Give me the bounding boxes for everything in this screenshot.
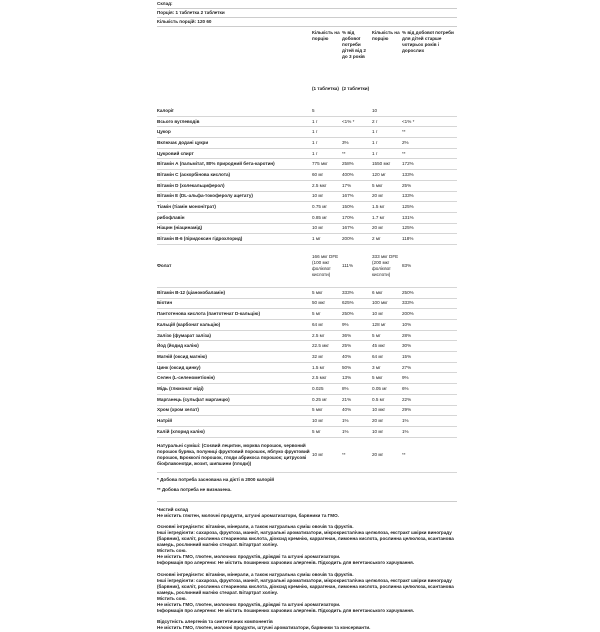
daily-value-cell: 36% — [342, 332, 352, 338]
amount-cell: 0.75 мг — [312, 204, 328, 210]
daily-value-cell: 131% — [402, 214, 414, 220]
amount-cell: 64 мг — [312, 321, 324, 327]
daily-value-cell: 30% — [402, 343, 412, 349]
daily-value-cell: 133% — [402, 193, 414, 199]
amount-cell: 10 мг — [372, 311, 384, 317]
amount-cell: 1.7 мг — [372, 214, 385, 220]
amount-cell: 120 мг — [372, 171, 386, 177]
nutrient-name: Пантотенова кислота (пантотенат D-кальцію) — [157, 311, 260, 317]
table-row — [157, 331, 457, 342]
table-row — [157, 138, 457, 149]
amount-cell: 20 мг — [372, 418, 384, 424]
nutrient-name: Біотин — [157, 300, 173, 306]
table-row — [157, 149, 457, 160]
nutrient-name: Вітамін А (пальмітат, 80% природний бета-каротин) — [157, 161, 275, 167]
col-header-dv-2: % від добової потреби для дітей старше чотирьох років і дорослих — [402, 30, 454, 53]
daily-value-cell: 10% — [402, 321, 412, 327]
daily-value-cell: ** — [402, 129, 406, 135]
paragraph-line: Не містить ГМО, глютен, молочні продукти, штучні ароматизатори, барвники та консерванти. — [157, 625, 371, 631]
paragraph-line: Інші інгредієнти: сахароза, фруктоза, манніт, натуральні ароматизатори, мікрокристалічна целюлоза, екстракт шкірки винограду (барвник), ксиліт, рослинна стеаринова кислота, діоксид кремнію, каррагенан, лимонна кислота, рослинна целюлоза, ксантанова камедь, рослинний магнію стеарат. Бітартрат холіну. — [157, 529, 454, 548]
description — [157, 507, 457, 632]
col-header-name — [157, 30, 312, 86]
daily-value-cell: 8% — [342, 385, 349, 391]
table-row — [157, 245, 457, 288]
description-paragraph — [157, 524, 457, 567]
daily-value-cell: <1% * — [342, 118, 355, 124]
table-row — [157, 192, 457, 203]
table-row — [157, 299, 457, 310]
daily-value-cell: 258% — [342, 161, 354, 167]
nutrient-name: Ніацин (ніацинамід) — [157, 225, 203, 231]
amount-cell: 22.5 мкг — [312, 343, 330, 349]
subheader-2: (2 таблетки) — [342, 86, 370, 91]
table-row — [157, 106, 457, 117]
daily-value-cell: 125% — [402, 204, 414, 210]
amount-cell: 128 мг — [372, 321, 386, 327]
daily-value-cell: 1% — [342, 418, 349, 424]
amount-cell: 32 мг — [312, 353, 324, 359]
amount-cell: 0.05 мг — [372, 385, 388, 391]
daily-value-cell: 250% — [342, 311, 354, 317]
daily-value-cell: ** — [342, 451, 346, 457]
nutrient-name: Вітамін D (холекальциферол) — [157, 182, 225, 188]
table-row — [157, 213, 457, 224]
daily-value-cell: ** — [402, 451, 406, 457]
subheader-0 — [157, 86, 312, 106]
paragraph-line: Інші інгредієнти: сахароза, фруктоза, манніт, натуральні ароматизатори, мікрокристалічна целюлоза, екстракт шкірки винограду (барвник), ксиліт, рослинна стеаринова кислота, діоксид кремнію, каррагенан, лимонна кислота, рослинна целюлоза, ксантанова камедь, рослинний магнію стеарат. Бітартрат холіну. — [157, 577, 454, 595]
daily-value-cell: 1% — [342, 428, 349, 434]
daily-value-cell: 167% — [342, 193, 354, 199]
nutrient-name: Магній (оксид магнію) — [157, 353, 207, 359]
nutrient-name: Натрій — [157, 418, 173, 424]
table-row — [157, 320, 457, 331]
nutrient-name: Всього вуглеводів — [157, 118, 200, 124]
daily-value-cell: ** — [342, 150, 346, 156]
daily-value-cell: 1% — [402, 428, 409, 434]
amount-cell: 1 г — [312, 150, 318, 156]
amount-cell: 5 мкг — [372, 182, 383, 188]
amount-cell: 5 мкг — [312, 289, 323, 295]
amount-cell: 0.025 — [312, 385, 324, 391]
amount-cell: 10 мг — [312, 193, 324, 199]
subheader-3 — [372, 86, 402, 106]
table-row — [157, 373, 457, 384]
paragraph-line: Не містить ГМО, глютен, молочних продуктів, дріжджі та штучні ароматизатори. — [157, 602, 341, 608]
amount-cell: 0.25 мг — [312, 396, 328, 402]
daily-value-cell: 28% — [402, 332, 412, 338]
table-row — [157, 159, 457, 170]
nutrient-name: Кальцій (карбонат кальцію) — [157, 321, 221, 327]
amount-cell: 50 мкг — [312, 300, 326, 306]
amount-cell: 1 г — [312, 129, 318, 135]
paragraph-line: Інформація про алергени: Не містить поширених харчових алергенів. Підходить для вегетанського харчування. — [157, 560, 415, 566]
daily-value-cell: 125% — [402, 225, 414, 231]
nutrient-name: Тіамін (тіамін мононітрат) — [157, 204, 216, 210]
amount-cell: 2.5 мкг — [312, 182, 327, 188]
table-row — [157, 341, 457, 352]
amount-cell: 10 мг — [312, 451, 324, 457]
divider — [157, 501, 457, 502]
amount-cell: 10 мг — [312, 225, 324, 231]
amount-cell: 2 мг — [372, 236, 381, 242]
table-row — [157, 288, 457, 299]
description-paragraph — [157, 619, 457, 631]
nutrient-name: Йод (йодид калію) — [157, 343, 199, 349]
paragraph-line: Містить сою. — [157, 595, 187, 601]
sub-headers — [157, 86, 457, 106]
daily-value-cell: ** — [402, 150, 406, 156]
supplement-facts — [157, 0, 457, 632]
footnote-not-established: ** Добова потреба не визначена. — [157, 486, 232, 492]
amount-cell: 5 — [312, 107, 315, 113]
amount-cell: 45 мкг — [372, 343, 386, 349]
amount-cell: 10 мг — [372, 428, 384, 434]
daily-value-cell: 29% — [402, 407, 412, 413]
paragraph-line: Містить сою. — [157, 548, 187, 554]
table-row — [157, 117, 457, 128]
nutrient-name: Вітамін В-6 (піридоксин гідрохлорид) — [157, 236, 243, 242]
nutrient-name: Марганець (сульфат марганцю) — [157, 396, 230, 402]
amount-cell: 1 г — [372, 139, 378, 145]
table-row — [157, 224, 457, 235]
table-row — [157, 438, 457, 473]
table-row — [157, 406, 457, 417]
table-row — [157, 170, 457, 181]
nutrient-name: Вітамін В-12 (ціанокобаламін) — [157, 289, 226, 295]
table-row — [157, 427, 457, 438]
amount-cell: 1 г — [312, 139, 318, 145]
amount-cell: 20 мг — [372, 225, 384, 231]
daily-value-cell: 625% — [342, 300, 354, 306]
daily-value-cell: 1% — [402, 418, 409, 424]
table-row — [157, 384, 457, 395]
table-row — [157, 395, 457, 406]
daily-value-cell: 170% — [342, 214, 354, 220]
nutrient-name: рибофлавін — [157, 214, 185, 220]
nutrient-name: Мідь (глюконат міді) — [157, 385, 204, 391]
paragraph-line: Відсутність алергенів та синтетичних компонентів — [157, 619, 273, 625]
daily-value-cell: 200% — [402, 311, 414, 317]
amount-cell: 20 мг — [372, 193, 384, 199]
daily-value-cell: 200% — [342, 236, 354, 242]
daily-value-cell: 22% — [402, 396, 412, 402]
servings-count: Кількість порцій: 120 60 — [157, 18, 457, 27]
amount-cell: 775 мкг — [312, 161, 328, 167]
amount-cell: 5 мкг — [372, 375, 383, 381]
nutrient-name: Включає додані цукри — [157, 139, 209, 145]
col-header-dv-1: % від добової потреби дітей від 2 до 3 років — [342, 30, 366, 59]
serving-size: Порція: 1 таблетка 2 таблетки — [157, 9, 457, 18]
amount-cell: 0.5 мг — [372, 396, 385, 402]
nutrient-name: Вітамін Е (DL-альфа-токоферолу ацетату) — [157, 193, 253, 199]
amount-cell: 5 мг — [372, 332, 381, 338]
amount-cell: 3 мг — [372, 364, 381, 370]
table-row — [157, 127, 457, 138]
amount-cell: 1 г — [372, 150, 378, 156]
amount-cell: 2.5 мг — [312, 332, 325, 338]
nutrient-name: Натуральні суміші: (Соєвий лецитин, морква порошок, червоний порошок буряка, полуниці фруктовий порошок, яблуко фруктовий порошок, Брокколі порошок, глоди абрикоса порошок; цитрусові біофлавоноїди, жозит, шипшини (плоди)) — [157, 442, 310, 466]
amount-cell: 0.85 мг — [312, 214, 328, 220]
daily-value-cell: 40% — [342, 353, 352, 359]
amount-cell: 1.5 мг — [372, 204, 385, 210]
daily-value-cell: 400% — [342, 171, 354, 177]
nutrient-name: Вітамін С (аскорбінова кислота) — [157, 171, 231, 177]
nutrient-name: Цинк (оксид цинку) — [157, 364, 201, 370]
amount-cell: 100 мкг — [372, 300, 388, 306]
amount-cell: 20 мг — [372, 451, 384, 457]
nutrient-name: Селен (L-селенометіонін) — [157, 375, 215, 381]
amount-cell: 10 мкг — [372, 407, 386, 413]
daily-value-cell: 118% — [402, 236, 414, 242]
paragraph-line: Інформація про алергени: Не містить поширених харчових алергенів. Підходить для вегетанського харчування. — [157, 608, 415, 614]
daily-value-cell: 6% — [402, 385, 409, 391]
daily-value-cell: 17% — [342, 182, 352, 188]
daily-value-cell: 150% — [342, 204, 354, 210]
daily-value-cell: 15% — [402, 353, 412, 359]
nutrient-name: Залізо (фумарат заліза) — [157, 332, 211, 338]
daily-value-cell: 27% — [402, 364, 412, 370]
daily-value-cell: <1% * — [402, 118, 415, 124]
description-paragraph — [157, 572, 457, 615]
amount-cell: 1.5 мг — [312, 364, 325, 370]
daily-value-cell: 167% — [342, 225, 354, 231]
daily-value-cell: 25% — [402, 182, 412, 188]
nutrient-name: Калій (хлорид калію) — [157, 428, 205, 434]
nutrient-name: Калорії — [157, 107, 174, 113]
table-row — [157, 234, 457, 245]
daily-value-cell: 25% — [342, 343, 352, 349]
daily-value-cell: 111% — [342, 262, 354, 268]
nutrient-name: Цукор — [157, 129, 171, 135]
amount-cell: 166 мкг DFE (100 мкг фолієвої кислоти) — [312, 254, 339, 277]
subheader-1: (1 таблетка) — [312, 86, 339, 91]
daily-value-cell: 172% — [402, 161, 414, 167]
daily-value-cell: 9% — [342, 321, 349, 327]
paragraph-line: Не містить глютен, молочні продукти, штучні ароматизатори, барвники та ГМО. — [157, 512, 339, 518]
daily-value-cell: 40% — [342, 407, 352, 413]
column-headers — [157, 27, 457, 86]
amount-cell: 333 мкг DFE (200 мкг фолієвої кислоти) — [372, 254, 399, 277]
paragraph-line: Основні інгредієнти: вітаміни, мінерали, а також натуральна суміш овочів та фруктів. — [157, 571, 354, 577]
nutrient-table — [157, 106, 457, 473]
table-row — [157, 202, 457, 213]
amount-cell: 5 мг — [312, 311, 321, 317]
footnotes — [157, 477, 457, 497]
nutrient-name: Фолат — [157, 262, 172, 268]
amount-cell: 5 мг — [312, 428, 321, 434]
amount-cell: 60 мг — [312, 171, 324, 177]
col-header-amount-2: Кількість на порцію — [372, 30, 400, 41]
daily-value-cell: 21% — [342, 396, 352, 402]
daily-value-cell: 133% — [402, 171, 414, 177]
table-row — [157, 309, 457, 320]
paragraph-line: Чистий склад — [157, 506, 189, 512]
nutrient-name: Хром (хром хелат) — [157, 407, 199, 413]
daily-value-cell: 50% — [342, 364, 352, 370]
amount-cell: 1 г — [372, 129, 378, 135]
daily-value-cell: 333% — [342, 289, 354, 295]
table-row — [157, 352, 457, 363]
daily-value-cell: 83% — [402, 262, 412, 268]
daily-value-cell: 13% — [342, 375, 352, 381]
amount-cell: 6 мкг — [372, 289, 383, 295]
paragraph-line: Основні інгредієнти: вітаміни, мінерали, а також натуральна суміш овочів та фруктів. — [157, 523, 354, 529]
subheader-4 — [402, 86, 457, 106]
daily-value-cell: 333% — [402, 300, 414, 306]
amount-cell: 5 мкг — [312, 407, 323, 413]
daily-value-cell: 3% — [342, 139, 349, 145]
amount-cell: 1 мг — [312, 236, 321, 242]
amount-cell: 2.5 мкг — [312, 375, 327, 381]
daily-value-cell: 9% — [402, 375, 409, 381]
table-row — [157, 416, 457, 427]
amount-cell: 2 г — [372, 118, 378, 124]
footnote-daily-value: * Добова потреба заснована на дієті в 2000 калорій — [157, 476, 275, 482]
daily-value-cell: 250% — [402, 289, 414, 295]
composition-title: Склад: — [157, 0, 457, 9]
amount-cell: 64 мг — [372, 353, 384, 359]
col-header-amount-1: Кількість на порцію — [312, 30, 340, 41]
amount-cell: 10 мг — [312, 418, 324, 424]
amount-cell: 10 — [372, 107, 378, 113]
daily-value-cell: 2% — [402, 139, 409, 145]
nutrient-name: Цукровий спирт — [157, 150, 194, 156]
description-paragraph — [157, 507, 457, 519]
header-lines — [157, 0, 457, 27]
paragraph-line: Не містить ГМО, глютен, молочних продуктів, дріжджі та штучні ароматизатори. — [157, 554, 341, 560]
table-row — [157, 181, 457, 192]
table-row — [157, 363, 457, 374]
amount-cell: 1550 мкг — [372, 161, 391, 167]
amount-cell: 1 г — [312, 118, 318, 124]
